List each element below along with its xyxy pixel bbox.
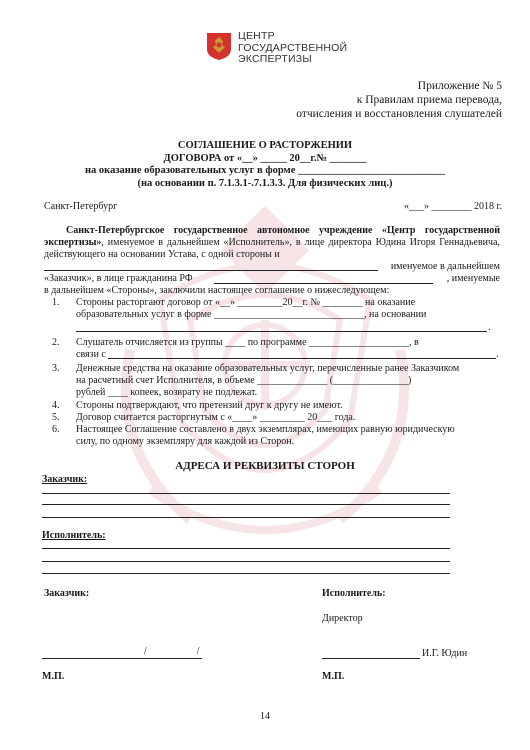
intro-text-2: именуемое в дальнейшем [390,261,500,272]
item-6-line-a: Настоящее Соглашение составлено в двух экземплярах, имеющих равную юридическую [76,424,455,435]
customer-address-line-2 [42,504,450,505]
intro-paragraph [44,225,500,262]
item-1-basis-line [76,331,487,332]
appendix-line-1: Приложение № 5 [417,80,502,92]
addresses-customer-label: Заказчик: [42,474,88,485]
item-2-line-b: связи с [76,349,106,360]
executor-address-line-3 [42,573,450,574]
item-1-line-b: образовательных услуг в форме ______________________________, на основании [76,309,427,320]
emblem-icon [206,31,232,61]
item-2-line-c: . [496,349,499,360]
item-6-line-b: силу, по одному экземпляру для каждой из Сторон. [76,436,295,447]
executor-address-line-1 [42,548,450,549]
item-3-line-b: на расчетный счет Исполнителя, в объеме ______________ (_______________) [76,375,412,386]
customer-name-line [44,270,378,271]
intro-text-3: «Заказчик», в лице гражданина РФ [44,273,193,284]
item-1-number: 1. [52,297,60,308]
item-2-number: 2. [52,337,60,348]
document-title [0,140,530,190]
customer-address-line-1 [42,493,450,494]
item-3-line-a: Денежные средства на оказание образовательных услуг, перечисленные ранее Заказчиком [76,363,460,374]
item-6-number: 6. [52,424,60,435]
director-name: И.Г. Юдин [422,648,468,659]
signature-customer-label: Заказчик: [44,588,90,599]
item-3-line-c: рублей ____ копеек, возврату не подлежат. [76,387,258,398]
item-1-line-c: . [488,322,491,333]
agreement-date: «___» ________ 2018 г. [404,201,502,212]
item-3-number: 3. [52,363,60,374]
stamp-place-right: М.П. [322,671,345,682]
title-line-3: на оказание образовательных услуг в форме ____________________________ [85,165,445,176]
city: Санкт-Петербург [44,201,118,212]
intro-text-4: , именуемые [446,273,500,284]
appendix-block [296,79,502,121]
addresses-heading: АДРЕСА И РЕКВИЗИТЫ СТОРОН [175,460,355,472]
addresses-executor-label: Исполнитель: [42,530,106,541]
organization-name: Санкт-Петербургское государственное автономное учреждение «Центр государственной экспертизы» [44,225,500,249]
citizen-name-line [214,283,433,284]
title-line-2: ДОГОВОРА от «__» _____ 20__г.№ _______ [163,152,367,164]
logo-line-1: ЦЕНТР [238,30,275,42]
item-4-text: Стороны подтверждают, что претензий друг к другу не имеют. [76,400,343,411]
item-2-reason-line [108,358,496,359]
intro-text-5: в дальнейшем «Стороны», заключили настоящее соглашение о нижеследующем: [44,285,390,296]
customer-signature-slashes: / / [144,646,200,657]
title-line-1: СОГЛАШЕНИЕ О РАСТОРЖЕНИИ [177,140,353,151]
logo-line-2: ГОСУДАРСТВЕННОЙ [238,41,348,54]
executor-address-line-2 [42,561,450,562]
appendix-line-3: отчисления и восстановления слушателей [296,108,502,120]
item-4-number: 4. [52,400,60,411]
executor-signature-line [322,658,420,659]
title-line-4: (на основании п. 7.1.3.1-.7.1.3.3. Для физических лиц.) [137,177,393,189]
customer-address-line-3 [42,517,450,518]
item-2-line-a: Слушатель отчисляется из группы ____ по программе ____________________, в [76,337,419,348]
item-1-line-a: Стороны расторгают договор от «__» _________20__г. № ________ на оказание [76,297,416,308]
item-5-text: Договор считается расторгнутым с «____» _________ 20___ года. [76,412,356,423]
director-title: Директор [322,613,363,624]
signature-executor-label: Исполнитель: [322,588,386,599]
item-5-number: 5. [52,412,60,423]
stamp-place-left: М.П. [42,671,65,682]
logo-text [238,31,347,66]
appendix-line-2: к Правилам приема перевода, [356,94,502,106]
intro-text-1: , именуемое в дальнейшем «Исполнитель», в лице директора Юдина Игоря Геннадьевича, действующего на основании Устава, с одной стороны и [44,237,500,261]
logo-line-3: ЭКСПЕРТИЗЫ [238,53,312,65]
page-number: 14 [260,711,270,722]
